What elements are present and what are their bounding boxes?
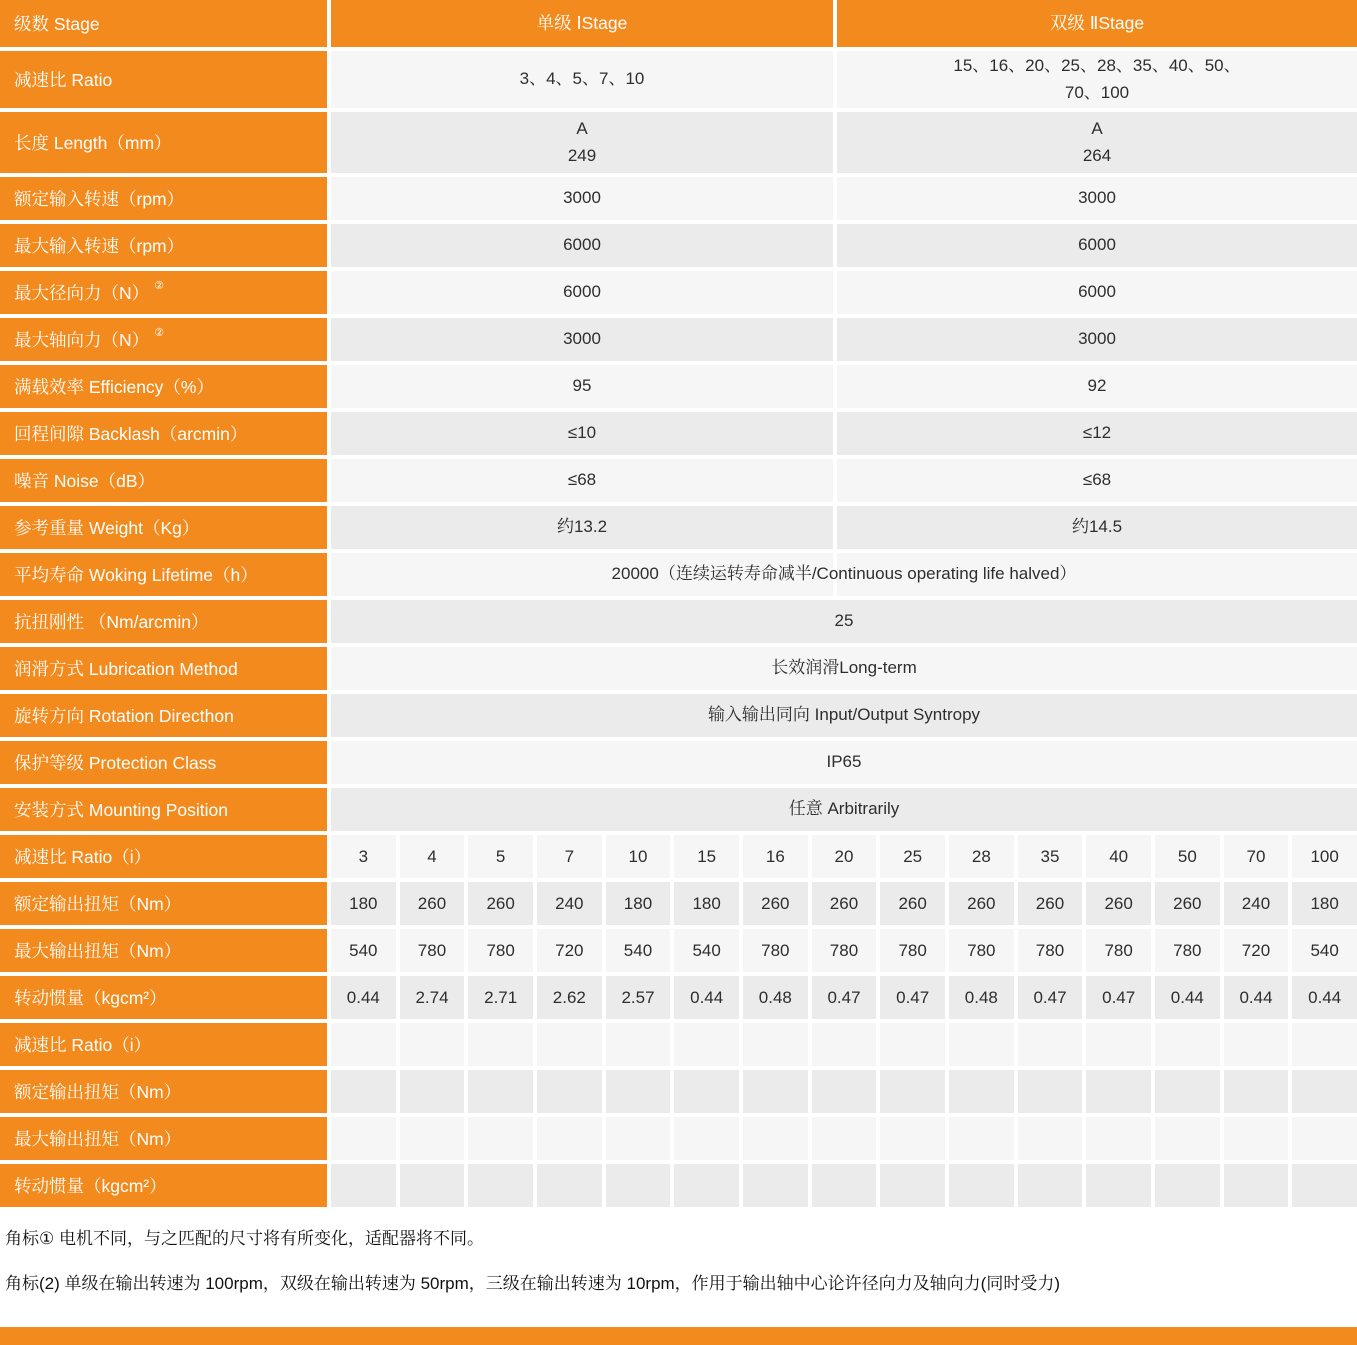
inertia-cell: 0.44 bbox=[1155, 976, 1220, 1019]
empty-cell bbox=[331, 1164, 396, 1207]
rated-torque-cell: 180 bbox=[606, 882, 671, 925]
ratio-empty-grid bbox=[331, 1023, 1357, 1066]
empty-cell bbox=[1086, 1023, 1151, 1066]
row-torsional-rigidity bbox=[0, 600, 1357, 643]
rated-torque-cell: 240 bbox=[537, 882, 602, 925]
empty-cell bbox=[537, 1117, 602, 1160]
empty-cell bbox=[468, 1164, 533, 1207]
cell-weight-single: 约13.2 bbox=[331, 506, 833, 549]
row-label-efficiency: 满载效率 Efficiency（%） bbox=[0, 365, 327, 408]
empty-cell bbox=[1018, 1023, 1083, 1066]
empty-cell bbox=[674, 1070, 739, 1113]
row-label-noise: 噪音 Noise（dB） bbox=[0, 459, 327, 502]
row-label-rated-input-speed: 额定输入转速（rpm） bbox=[0, 177, 327, 220]
inertia-cell: 2.71 bbox=[468, 976, 533, 1019]
row-max-axial-force bbox=[0, 318, 1357, 361]
row-backlash bbox=[0, 412, 1357, 455]
cell-length-double: A 264 bbox=[837, 112, 1357, 173]
ratio-value-cell: 20 bbox=[812, 835, 877, 878]
empty-cell bbox=[400, 1164, 465, 1207]
row-label-ratio: 减速比 Ratio bbox=[0, 51, 327, 108]
empty-cell bbox=[331, 1117, 396, 1160]
empty-cell bbox=[1292, 1117, 1357, 1160]
row-ratio-i bbox=[0, 835, 1357, 878]
inertia-grid bbox=[331, 976, 1357, 1019]
max-torque-cell: 780 bbox=[1018, 929, 1083, 972]
cell-weight-double: 约14.5 bbox=[837, 506, 1357, 549]
row-efficiency bbox=[0, 365, 1357, 408]
empty-cell bbox=[400, 1070, 465, 1113]
empty-cell bbox=[400, 1023, 465, 1066]
ratio-value-cell: 28 bbox=[949, 835, 1014, 878]
rated-torque-grid bbox=[331, 882, 1357, 925]
inertia-cell: 0.47 bbox=[1086, 976, 1151, 1019]
row-rated-input-speed bbox=[0, 177, 1357, 220]
inertia-cell: 0.44 bbox=[1292, 976, 1357, 1019]
empty-cell bbox=[880, 1164, 945, 1207]
max-torque-empty-grid bbox=[331, 1117, 1357, 1160]
row-weight bbox=[0, 506, 1357, 549]
ratio-value-cell: 40 bbox=[1086, 835, 1151, 878]
cell-max-input-double: 6000 bbox=[837, 224, 1357, 267]
ratio-values-grid bbox=[331, 835, 1357, 878]
max-torque-cell: 780 bbox=[743, 929, 808, 972]
empty-cell bbox=[537, 1070, 602, 1113]
empty-cell bbox=[1224, 1023, 1289, 1066]
row-label-ratio-i: 减速比 Ratio（i） bbox=[0, 835, 327, 878]
row-label-weight: 参考重量 Weight（Kg） bbox=[0, 506, 327, 549]
rated-torque-cell: 180 bbox=[1292, 882, 1357, 925]
empty-cell bbox=[812, 1023, 877, 1066]
footnote-1: 角标① 电机不同，与之匹配的尺寸将有所变化，适配器将不同。 bbox=[5, 1229, 484, 1248]
ratio-value-cell: 15 bbox=[674, 835, 739, 878]
max-torque-cell: 780 bbox=[1155, 929, 1220, 972]
ratio-value-cell: 70 bbox=[1224, 835, 1289, 878]
cell-protection-class-value: IP65 bbox=[331, 741, 1357, 784]
cell-lifetime-value: 20000（连续运转寿命减半/Continuous operating life halved） bbox=[331, 553, 1357, 596]
footnote-2-marker: ② bbox=[154, 327, 165, 339]
inertia-cell: 0.44 bbox=[1224, 976, 1289, 1019]
row-ratio-i-empty bbox=[0, 1023, 1357, 1066]
row-label-inertia: 转动惯量（kgcm²） bbox=[0, 976, 327, 1019]
empty-cell bbox=[1224, 1117, 1289, 1160]
max-torque-cell: 540 bbox=[674, 929, 739, 972]
rated-torque-cell: 180 bbox=[331, 882, 396, 925]
empty-cell bbox=[1086, 1070, 1151, 1113]
rated-torque-cell: 260 bbox=[1155, 882, 1220, 925]
cell-backlash-single: ≤10 bbox=[331, 412, 833, 455]
ratio-value-cell: 25 bbox=[880, 835, 945, 878]
empty-cell bbox=[1018, 1117, 1083, 1160]
inertia-empty-grid bbox=[331, 1164, 1357, 1207]
ratio-value-cell: 50 bbox=[1155, 835, 1220, 878]
max-torque-cell: 780 bbox=[400, 929, 465, 972]
empty-cell bbox=[468, 1023, 533, 1066]
empty-cell bbox=[468, 1070, 533, 1113]
max-torque-grid bbox=[331, 929, 1357, 972]
cell-ratio-double: 15、16、20、25、28、35、40、50、 70、100 bbox=[837, 51, 1357, 108]
rated-torque-cell: 260 bbox=[743, 882, 808, 925]
empty-cell bbox=[331, 1023, 396, 1066]
row-ratio bbox=[0, 51, 1357, 108]
empty-cell bbox=[606, 1117, 671, 1160]
empty-cell bbox=[606, 1070, 671, 1113]
empty-cell bbox=[1155, 1023, 1220, 1066]
row-rotation-direction bbox=[0, 694, 1357, 737]
empty-cell bbox=[1292, 1164, 1357, 1207]
footnote-2-marker: ② bbox=[154, 280, 165, 292]
empty-cell bbox=[949, 1164, 1014, 1207]
max-torque-cell: 720 bbox=[537, 929, 602, 972]
inertia-cell: 2.57 bbox=[606, 976, 671, 1019]
cell-noise-double: ≤68 bbox=[837, 459, 1357, 502]
empty-cell bbox=[674, 1023, 739, 1066]
cell-max-axial-double: 3000 bbox=[837, 318, 1357, 361]
row-label-stage: 级数 Stage bbox=[0, 0, 327, 47]
empty-cell bbox=[812, 1117, 877, 1160]
ratio-value-cell: 10 bbox=[606, 835, 671, 878]
empty-cell bbox=[949, 1070, 1014, 1113]
max-torque-cell: 540 bbox=[606, 929, 671, 972]
inertia-cell: 0.47 bbox=[1018, 976, 1083, 1019]
empty-cell bbox=[880, 1023, 945, 1066]
row-label-rotation-direction: 旋转方向 Rotation Directhon bbox=[0, 694, 327, 737]
max-torque-cell: 540 bbox=[1292, 929, 1357, 972]
row-label-torsional-rigidity: 抗扭刚性 （Nm/arcmin） bbox=[0, 600, 327, 643]
inertia-cell: 0.48 bbox=[949, 976, 1014, 1019]
row-mounting-position bbox=[0, 788, 1357, 831]
empty-cell bbox=[1224, 1070, 1289, 1113]
rated-torque-cell: 260 bbox=[812, 882, 877, 925]
row-protection-class bbox=[0, 741, 1357, 784]
row-label-max-output-torque-empty: 最大输出扭矩（Nm） bbox=[0, 1117, 327, 1160]
empty-cell bbox=[331, 1070, 396, 1113]
row-rated-output-torque-empty bbox=[0, 1070, 1357, 1113]
cell-rotation-direction-value: 输入输出同向 Input/Output Syntropy bbox=[331, 694, 1357, 737]
cell-backlash-double: ≤12 bbox=[837, 412, 1357, 455]
empty-cell bbox=[400, 1117, 465, 1160]
row-label-backlash: 回程间隙 Backlash（arcmin） bbox=[0, 412, 327, 455]
empty-cell bbox=[743, 1023, 808, 1066]
empty-cell bbox=[743, 1164, 808, 1207]
row-label-max-input-speed: 最大输入转速（rpm） bbox=[0, 224, 327, 267]
max-torque-cell: 780 bbox=[468, 929, 533, 972]
inertia-cell: 0.44 bbox=[674, 976, 739, 1019]
cell-max-input-single: 6000 bbox=[331, 224, 833, 267]
inertia-cell: 2.62 bbox=[537, 976, 602, 1019]
row-max-output-torque bbox=[0, 929, 1357, 972]
cell-torsional-rigidity-value: 25 bbox=[331, 600, 1357, 643]
rated-torque-cell: 260 bbox=[400, 882, 465, 925]
cell-ratio-single: 3、4、5、7、10 bbox=[331, 51, 833, 108]
max-torque-cell: 720 bbox=[1224, 929, 1289, 972]
cell-lubrication-value: 长效润滑Long-term bbox=[331, 647, 1357, 690]
rated-torque-cell: 260 bbox=[1018, 882, 1083, 925]
rated-torque-cell: 260 bbox=[1086, 882, 1151, 925]
row-label-ratio-i-empty: 减速比 Ratio（i） bbox=[0, 1023, 327, 1066]
row-label-max-axial-force: 最大轴向力（N） ② bbox=[0, 318, 327, 361]
cell-rated-input-single: 3000 bbox=[331, 177, 833, 220]
row-max-input-speed bbox=[0, 224, 1357, 267]
empty-cell bbox=[1292, 1023, 1357, 1066]
empty-cell bbox=[537, 1164, 602, 1207]
cell-efficiency-single: 95 bbox=[331, 365, 833, 408]
max-torque-cell: 780 bbox=[880, 929, 945, 972]
row-lifetime bbox=[0, 553, 1357, 596]
empty-cell bbox=[1018, 1164, 1083, 1207]
inertia-cell: 2.74 bbox=[400, 976, 465, 1019]
ratio-value-cell: 4 bbox=[400, 835, 465, 878]
empty-cell bbox=[468, 1117, 533, 1160]
rated-torque-cell: 260 bbox=[949, 882, 1014, 925]
empty-cell bbox=[606, 1023, 671, 1066]
rated-torque-cell: 240 bbox=[1224, 882, 1289, 925]
row-inertia-empty bbox=[0, 1164, 1357, 1207]
ratio-value-cell: 7 bbox=[537, 835, 602, 878]
empty-cell bbox=[606, 1164, 671, 1207]
cell-max-radial-single: 6000 bbox=[331, 271, 833, 314]
inertia-cell: 0.47 bbox=[880, 976, 945, 1019]
empty-cell bbox=[743, 1070, 808, 1113]
empty-cell bbox=[1155, 1164, 1220, 1207]
cell-rated-input-double: 3000 bbox=[837, 177, 1357, 220]
cell-length-single: A 249 bbox=[331, 112, 833, 173]
row-label-rated-output-torque: 额定输出扭矩（Nm） bbox=[0, 882, 327, 925]
row-max-radial-force bbox=[0, 271, 1357, 314]
row-length bbox=[0, 112, 1357, 173]
empty-cell bbox=[1018, 1070, 1083, 1113]
empty-cell bbox=[1292, 1070, 1357, 1113]
row-label-max-output-torque: 最大输出扭矩（Nm） bbox=[0, 929, 327, 972]
footnotes bbox=[0, 1207, 1357, 1325]
row-label-lubrication: 润滑方式 Lubrication Method bbox=[0, 647, 327, 690]
cell-noise-single: ≤68 bbox=[331, 459, 833, 502]
empty-cell bbox=[1155, 1070, 1220, 1113]
empty-cell bbox=[1224, 1164, 1289, 1207]
cell-max-axial-single: 3000 bbox=[331, 318, 833, 361]
ratio-value-cell: 3 bbox=[331, 835, 396, 878]
cell-efficiency-double: 92 bbox=[837, 365, 1357, 408]
row-noise bbox=[0, 459, 1357, 502]
cell-max-radial-double: 6000 bbox=[837, 271, 1357, 314]
empty-cell bbox=[880, 1070, 945, 1113]
row-label-length: 长度 Length（mm） bbox=[0, 112, 327, 173]
empty-cell bbox=[812, 1164, 877, 1207]
row-max-output-torque-empty bbox=[0, 1117, 1357, 1160]
ratio-value-cell: 100 bbox=[1292, 835, 1357, 878]
row-rated-output-torque bbox=[0, 882, 1357, 925]
row-lubrication bbox=[0, 647, 1357, 690]
empty-cell bbox=[743, 1117, 808, 1160]
ratio-value-cell: 35 bbox=[1018, 835, 1083, 878]
inertia-cell: 0.44 bbox=[331, 976, 396, 1019]
empty-cell bbox=[537, 1023, 602, 1066]
row-label-mounting-position: 安装方式 Mounting Position bbox=[0, 788, 327, 831]
empty-cell bbox=[949, 1117, 1014, 1160]
max-torque-cell: 780 bbox=[812, 929, 877, 972]
col-header-double-stage: 双级 ⅡStage bbox=[837, 0, 1357, 47]
ratio-value-cell: 5 bbox=[468, 835, 533, 878]
empty-cell bbox=[1155, 1117, 1220, 1160]
rated-torque-cell: 260 bbox=[880, 882, 945, 925]
cell-mounting-position-value: 任意 Arbitrarily bbox=[331, 788, 1357, 831]
empty-cell bbox=[1086, 1164, 1151, 1207]
max-torque-cell: 540 bbox=[331, 929, 396, 972]
col-header-single-stage: 单级 ⅠStage bbox=[331, 0, 833, 47]
empty-cell bbox=[812, 1070, 877, 1113]
inertia-cell: 0.47 bbox=[812, 976, 877, 1019]
row-label-max-radial-force: 最大径向力（N） ② bbox=[0, 271, 327, 314]
empty-cell bbox=[1086, 1117, 1151, 1160]
max-torque-cell: 780 bbox=[949, 929, 1014, 972]
max-torque-cell: 780 bbox=[1086, 929, 1151, 972]
empty-cell bbox=[880, 1117, 945, 1160]
rated-torque-empty-grid bbox=[331, 1070, 1357, 1113]
empty-cell bbox=[674, 1117, 739, 1160]
row-inertia bbox=[0, 976, 1357, 1019]
empty-cell bbox=[674, 1164, 739, 1207]
rated-torque-cell: 260 bbox=[468, 882, 533, 925]
empty-cell bbox=[949, 1023, 1014, 1066]
row-label-protection-class: 保护等级 Protection Class bbox=[0, 741, 327, 784]
row-label-inertia-empty: 转动惯量（kgcm²） bbox=[0, 1164, 327, 1207]
inertia-cell: 0.48 bbox=[743, 976, 808, 1019]
row-label-lifetime: 平均寿命 Woking Lifetime（h） bbox=[0, 553, 327, 596]
rated-torque-cell: 180 bbox=[674, 882, 739, 925]
row-stage bbox=[0, 0, 1357, 47]
bottom-accent-bar bbox=[0, 1327, 1357, 1345]
ratio-value-cell: 16 bbox=[743, 835, 808, 878]
row-label-rated-output-torque-empty: 额定输出扭矩（Nm） bbox=[0, 1070, 327, 1113]
footnote-2: 角标(2) 单级在输出转速为 100rpm，双级在输出转速为 50rpm，三级在输出转速为 10rpm，作用于输出轴中心论许径向力及轴向力(同时受力) bbox=[5, 1273, 1061, 1293]
